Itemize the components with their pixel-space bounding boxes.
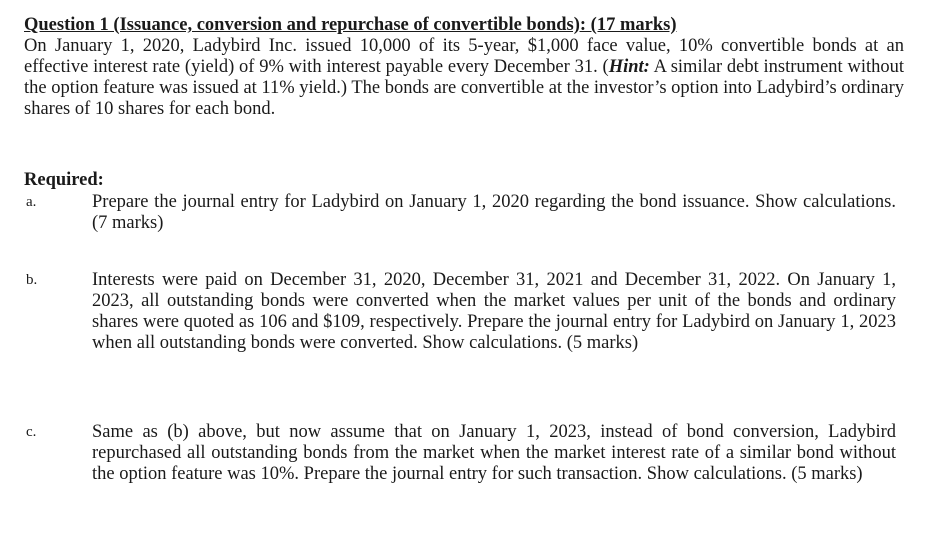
question-document [24,14,904,484]
item-text: Prepare the journal entry for Ladybird on January 1, 2020 regarding the bond issuance. Show calculations. (7 marks) [92,192,896,233]
item-text: Interests were paid on December 31, 2020, December 31, 2021 and December 31, 2022. On January 1, 2023, all outstanding bonds were converted when the market values per unit of the bonds and ordinary shares were quoted as 106 and $109, respectively. Prepare the journal entry for Ladybird on January 1, 2023 when all outstanding bonds were converted. Show calculations. (5 marks) [92,270,896,353]
item-marker: a. [26,194,37,210]
required-heading: Required: [24,170,104,190]
item-text: Same as (b) above, but now assume that on January 1, 2023, instead of bond conversion, Ladybird repurchased all outstanding bonds from the market when the market interest rate of a similar bond without the option feature was 10%. Prepare the journal entry for such transaction. Show calculations. (5 marks) [92,422,896,484]
intro-text-part1: On January 1, 2020, Ladybird Inc. issued 10,000 of its 5-year, $1,000 face value, 10% convertible bonds at an effective interest rate (yield) of 9% with interest payable every December 31. ( [24,36,904,77]
item-marker: c. [26,424,37,440]
hint-label: Hint: [608,57,650,77]
item-marker: b. [26,272,38,288]
question-title: Question 1 (Issuance, conversion and repurchase of convertible bonds): (17 marks) [24,15,677,35]
intro-text-part2: A similar debt instrument without the option feature was issued at 11% yield.) The bonds are convertible at the investor’s option into Ladybird’s ordinary shares of 10 shares for each bond. [24,57,904,119]
question-intro [24,36,904,120]
